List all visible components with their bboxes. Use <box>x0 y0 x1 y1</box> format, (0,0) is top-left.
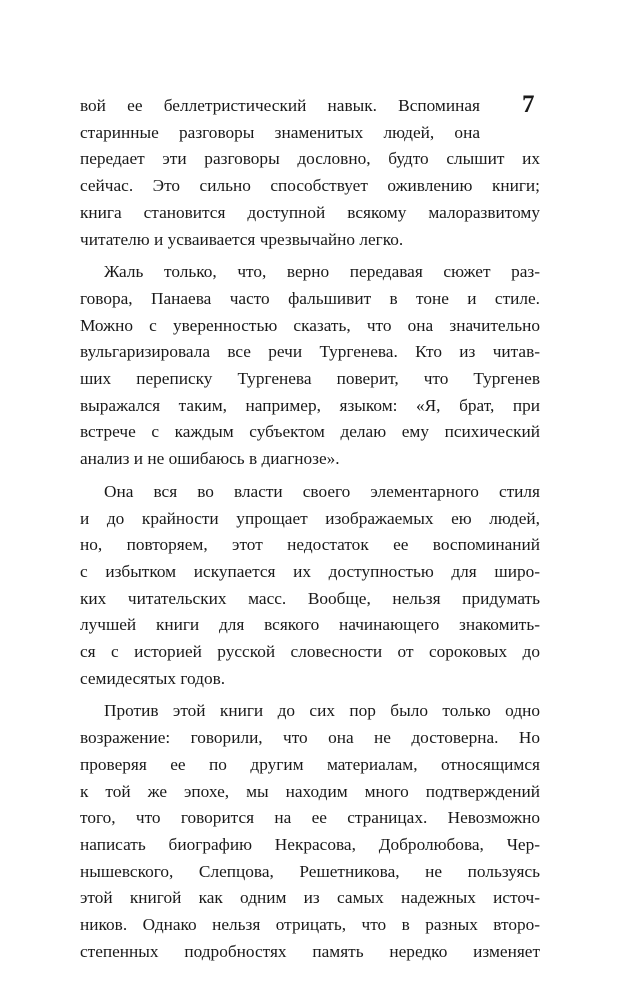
body-text <box>80 93 540 966</box>
text-line: ников. Однако нельзя отрицать, что в разных второ- <box>80 915 540 935</box>
text-line: с избытком искупается их доступностью для широ- <box>80 561 540 581</box>
paragraph-2 <box>80 259 540 473</box>
text-line: того, что говорится на ее страницах. Невозможно <box>80 808 540 828</box>
page-number: 7 <box>522 91 535 118</box>
text-line: написать биографию Некрасова, Добролюбова, Чер- <box>80 834 540 854</box>
text-line: вой ее беллетристический навык. Вспоминая <box>80 96 480 115</box>
paragraph-1 <box>80 93 540 253</box>
text-line: лучшей книги для всякого начинающего знакомить- <box>80 615 540 635</box>
text-line: выражался таким, например, языком: «Я, брат, при <box>80 395 540 415</box>
text-line: встрече с каждым субъектом делаю ему психический <box>80 422 540 442</box>
text-line: читателю и усваивается чрезвычайно легко. <box>80 229 404 249</box>
paragraph-4 <box>80 698 540 965</box>
text-line: проверяя ее по другим материалам, относящимся <box>80 754 540 774</box>
text-line: степенных подробностях память нередко изменяет <box>80 941 540 961</box>
text-line: семидесятых годов. <box>80 668 226 688</box>
text-line: ких читательских масс. Вообще, нельзя придумать <box>80 588 540 608</box>
text-line: к той же эпохе, мы находим много подтверждений <box>80 781 540 801</box>
text-line: анализ и не ошибаюсь в диагнозе». <box>80 449 340 469</box>
paragraph-3 <box>80 479 540 693</box>
text-line: старинные разговоры знаменитых людей, она <box>80 122 480 142</box>
text-line: нышевского, Слепцова, Решетникова, не пользуясь <box>80 861 540 881</box>
text-line: ших переписку Тургенева поверит, что Тургенев <box>80 369 540 389</box>
text-line: Она вся во власти своего элементарного стиля <box>104 481 540 501</box>
text-line: и до крайности упрощает изображаемых ею людей, <box>80 508 540 528</box>
text-line: Жаль только, что, верно передавая сюжет раз- <box>104 262 540 282</box>
text-line: но, повторяем, этот недостаток ее воспоминаний <box>80 535 540 555</box>
text-line: возражение: говорили, что она не достоверна. Но <box>80 728 540 748</box>
text-line: сейчас. Это сильно способствует оживлению книги; <box>80 176 540 196</box>
text-line: передает эти разговоры дословно, будто слышит их <box>80 149 540 169</box>
text-line: этой книгой как одним из самых надежных источ- <box>80 888 540 908</box>
text-line: Можно с уверенностью сказать, что она значительно <box>80 315 540 335</box>
text-line: говора, Панаева часто фальшивит в тоне и стиле. <box>80 288 540 308</box>
text-line: вульгаризировала все речи Тургенева. Кто из читав- <box>80 342 540 362</box>
text-line: ся с историей русской словесности от сороковых до <box>80 642 540 662</box>
text-line: книга становится доступной всякому малоразвитому <box>80 202 540 222</box>
text-line: Против этой книги до сих пор было только одно <box>104 701 540 721</box>
